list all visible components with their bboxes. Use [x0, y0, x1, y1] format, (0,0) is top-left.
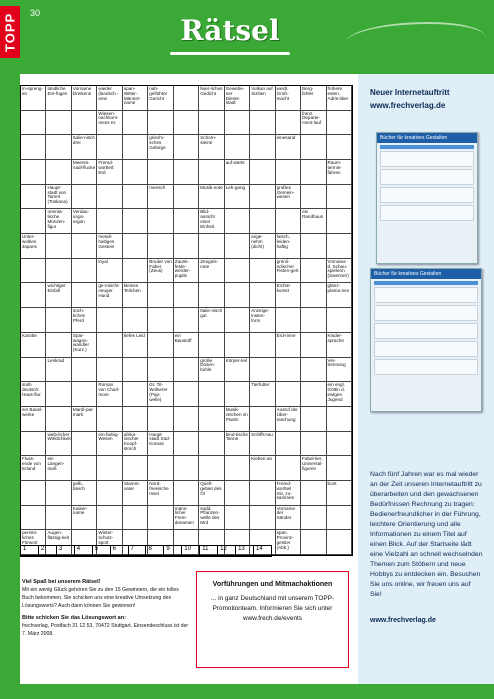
crossword-cell	[225, 234, 250, 259]
crossword-cell	[276, 111, 301, 136]
crossword-cell	[21, 209, 46, 234]
crossword-cell	[327, 530, 352, 555]
crossword-cell	[148, 407, 173, 432]
crossword-cell	[225, 308, 250, 333]
crossword-cell	[250, 358, 275, 383]
solution-cell[interactable]: 12	[218, 546, 236, 556]
crossword-cell: Fabel-tier, Universal-figuren	[301, 456, 326, 481]
crossword-cell: Verdau-ungs-organ	[72, 209, 97, 234]
solution-row	[20, 545, 272, 557]
crossword-cell: südt-deutsch: Haus-flur	[21, 382, 46, 407]
crossword-cell	[21, 283, 46, 308]
crossword-cell	[72, 456, 97, 481]
crossword-cell: Anzeige-insten-form	[250, 308, 275, 333]
crossword-cell	[301, 333, 326, 358]
crossword-cell	[301, 506, 326, 531]
crossword-cell	[250, 209, 275, 234]
promo-box	[196, 571, 349, 668]
crossword-cell: Fluss-ende von Erland	[21, 456, 46, 481]
crossword-cell	[225, 259, 250, 284]
crossword-cell: glänz-plama-nen	[327, 283, 352, 308]
crossword-cell: Italie-nisch gut	[199, 308, 224, 333]
crossword-cell	[148, 111, 173, 136]
crossword-cell: griechi-sches Gebirge	[148, 135, 173, 160]
crossword-cell	[250, 407, 275, 432]
crossword-cell	[46, 234, 71, 259]
crossword-cell	[250, 259, 275, 284]
crossword-cell	[174, 185, 199, 210]
crossword-cell: loyal	[97, 259, 122, 284]
page-title: Rätsel	[180, 14, 280, 47]
crossword-cell: span-Witter-Männer-name	[123, 86, 148, 111]
crossword-cell	[46, 308, 71, 333]
page-number: 30	[30, 8, 41, 18]
crossword-cell: tiefes Leid	[123, 333, 148, 358]
crossword-cell: Lenkrad	[46, 358, 71, 383]
crossword-cell: bunt	[327, 481, 352, 506]
crossword-cell: weib-licher Wirklichkeit	[46, 432, 71, 457]
crossword-cell: bind-tische Tanne	[225, 432, 250, 457]
crossword-cell	[276, 308, 301, 333]
crossword-cell	[301, 432, 326, 457]
crossword-cell	[174, 382, 199, 407]
crossword-cell	[46, 382, 71, 407]
sidebar-title	[370, 86, 490, 112]
solution-cell[interactable]: 1	[21, 546, 39, 556]
screenshot-header: Bücher für kreatives Gestalten	[371, 269, 481, 279]
crossword-cell	[21, 358, 46, 383]
crossword-cell: große Dosen-bohle	[199, 358, 224, 383]
crossword-cell	[225, 209, 250, 234]
side-band	[0, 0, 20, 699]
solution-cell[interactable]: 11	[200, 546, 218, 556]
solution-cell[interactable]: 10	[182, 546, 200, 556]
crossword-cell	[21, 111, 46, 136]
crossword-cell: ländliche Ent-fügen	[46, 86, 71, 111]
crossword-grid	[20, 85, 353, 556]
crossword-cell	[148, 456, 173, 481]
crossword-cell	[225, 283, 250, 308]
crossword-cell	[199, 407, 224, 432]
crossword-cell	[72, 358, 97, 383]
crossword-cell: persön-liches Fürwort	[21, 530, 46, 555]
crossword-cell	[123, 308, 148, 333]
crossword-cell: Ver-trennung	[327, 358, 352, 383]
crossword-cell: Bruder von Faber (Zeus)	[148, 259, 173, 284]
crossword-cell	[199, 234, 224, 259]
crossword-cell	[46, 333, 71, 358]
crossword-cell	[174, 283, 199, 308]
crossword-cell	[250, 333, 275, 358]
crossword-cell	[148, 308, 173, 333]
crossword-cell: Musik-note	[199, 185, 224, 210]
crossword-cell: span. Provinz-gestier (Abk.)	[276, 530, 301, 555]
crossword-cell: Raum-termin-fahren	[327, 160, 352, 185]
crossword-cell: Vorname Dreikens	[72, 86, 97, 111]
website-screenshot-2	[370, 268, 482, 412]
solution-cell[interactable]: 6	[111, 546, 129, 556]
sidebar-body: Nach fünf Jahren war es mal wieder an der Zeit unseren Internetauftritt zu überarbeiten und den gewachsenen Bedürfnissen Rechnung zu tragen: Bedienerfreundlicher in der Führung, leichtere Orientierung und alle Informationen zu einem Titel auf einen Blick. Auf der Startseite lädt eine Vielzahl an schnell wechselnden Themen zum Stöbern und neue Hobbys zu entdecken ein. Besuchen Sie uns online, wir freuen uns auf Sie!	[370, 471, 483, 598]
crossword-cell	[123, 234, 148, 259]
crossword-cell: gelb, bleich	[72, 481, 97, 506]
crossword-cell	[301, 185, 326, 210]
crossword-cell	[123, 506, 148, 531]
crossword-cell: Roman von Charl-more	[97, 382, 122, 407]
crossword-cell: Augen-flüssig-keit	[46, 530, 71, 555]
crossword-cell: ein engl. Göttin d. ewigen Jugend	[327, 382, 352, 407]
crossword-cell	[123, 382, 148, 407]
crossword-cell	[123, 456, 148, 481]
crossword-cell: Haupt-stadt von Tarent (Toskana)	[46, 185, 71, 210]
crossword-cell: Ausruf der Über-raschung	[276, 407, 301, 432]
crossword-cell	[21, 160, 46, 185]
crossword-cell	[148, 506, 173, 531]
crossword-cell	[72, 382, 97, 407]
crossword-cell	[46, 259, 71, 284]
crossword-cell: einesand	[276, 135, 301, 160]
crossword-cell: nah-geflöhter Gericht	[148, 86, 173, 111]
solution-cell[interactable]: 2	[39, 546, 57, 556]
crossword-cell: frühere esten. Adris-tiker	[327, 86, 352, 111]
crossword-cell	[225, 456, 250, 481]
crossword-cell	[123, 111, 148, 136]
crossword-cell	[97, 407, 122, 432]
crossword-cell	[174, 86, 199, 111]
crossword-cell	[276, 358, 301, 383]
crossword-cell: In-spreng-en	[21, 86, 46, 111]
crossword-cell	[174, 209, 199, 234]
crossword-cell: Stamm-vater	[123, 481, 148, 506]
crossword-cell: Bild-ansicht einer Einheit	[199, 209, 224, 234]
crossword-cell	[301, 308, 326, 333]
crossword-cell	[199, 333, 224, 358]
crossword-cell	[97, 358, 122, 383]
crossword-cell: wieder (landsch.-eine	[97, 86, 122, 111]
crossword-cell	[46, 407, 71, 432]
crossword-cell	[301, 382, 326, 407]
crossword-cell: Musik-zeichen im Psalm	[225, 407, 250, 432]
sidebar-title-line-1: Neuer Internetauftritt	[370, 88, 450, 97]
crossword-cell	[72, 432, 97, 457]
crossword-cell: Fremd-wortteil mit, zu-sammen	[276, 481, 301, 506]
crossword-cell	[148, 358, 173, 383]
solution-cell[interactable]: 4	[75, 546, 93, 556]
crossword-cell	[225, 111, 250, 136]
crossword-cell	[148, 333, 173, 358]
crossword-cell: Kieben-an	[250, 456, 275, 481]
crossword-cell: Vorname der Sänder	[276, 506, 301, 531]
crossword-cell	[97, 209, 122, 234]
crossword-cell: ein Bausl-werke	[21, 407, 46, 432]
crossword-cell: Eichte-kumst	[276, 283, 301, 308]
crossword-cell	[301, 160, 326, 185]
crossword-cell	[97, 506, 122, 531]
crossword-cell: Nord-friesische Insel	[148, 481, 173, 506]
crossword-cell	[72, 185, 97, 210]
crossword-cell	[97, 456, 122, 481]
crossword-cell	[301, 283, 326, 308]
crossword-cell	[97, 135, 122, 160]
crossword-cell: Wiesen-nachkom-mens Kr.	[97, 111, 122, 136]
crossword-cell: Vulkan auf Sizilien	[250, 86, 275, 111]
promo-title: Vorführungen und Mitmachaktionen	[212, 581, 333, 588]
crossword-cell	[250, 135, 275, 160]
crossword-cell	[301, 234, 326, 259]
crossword-cell	[174, 432, 199, 457]
crossword-cell: Fremd-wortteil: Erd	[97, 160, 122, 185]
crossword-cell	[225, 333, 250, 358]
crossword-cell	[46, 506, 71, 531]
crossword-cell	[199, 283, 224, 308]
crossword-cell: ein-farbig-Wesen	[97, 432, 122, 457]
crossword-cell: Vorname d. Schau-spielerin (Swenner)	[327, 259, 352, 284]
crossword-cell	[21, 308, 46, 333]
crossword-cell	[250, 481, 275, 506]
crossword-cell: Körper-teil	[225, 358, 250, 383]
crossword-cell: feier-liches Gedicht	[199, 86, 224, 111]
crossword-cell	[327, 234, 352, 259]
crossword-cell	[21, 185, 46, 210]
crossword-cell: Gr. Tit-Wolkerer (Pap-welle)	[148, 382, 173, 407]
crossword-cell	[199, 111, 224, 136]
crossword-cell: Schorn-steine	[199, 135, 224, 160]
crossword-cell: Leh-gang	[225, 185, 250, 210]
crossword-cell: Italie-nisch drei	[72, 135, 97, 160]
crossword-cell	[250, 185, 275, 210]
crossword-cell	[327, 111, 352, 136]
crossword-cell: Mardi-par-mark	[72, 407, 97, 432]
crossword-cell: grönli-ndischer Fisten-gert	[276, 259, 301, 284]
crossword-cell	[148, 234, 173, 259]
crossword-cell	[199, 456, 224, 481]
crossword-cell: Gewebe-ner Dieser-stadt	[225, 86, 250, 111]
solution-cell[interactable]: 3	[57, 546, 75, 556]
crossword-cell	[199, 432, 224, 457]
crossword-cell: Meeres-nadl-flucke	[72, 160, 97, 185]
crossword-cell	[301, 135, 326, 160]
crossword-cell	[174, 111, 199, 136]
crossword-cell	[123, 358, 148, 383]
crossword-cell: Kinder-sprache	[327, 333, 352, 358]
sidebar-url-link[interactable]: www.frechverlag.de	[370, 617, 436, 624]
crossword-cell	[174, 358, 199, 383]
crossword-cell	[123, 407, 148, 432]
crossword-cell	[148, 160, 173, 185]
crossword-cell	[97, 308, 122, 333]
crossword-cell: auf-wärts	[225, 160, 250, 185]
crossword-cell: ein Baustoff	[174, 333, 199, 358]
promo-url-link[interactable]: www.frech.de/events	[243, 615, 302, 622]
solution-cell[interactable]: 9	[164, 546, 182, 556]
crossword-cell	[123, 185, 148, 210]
crossword-cell: süch-tiches Pferd	[72, 308, 97, 333]
solution-cell[interactable]: 13	[236, 546, 254, 556]
topp-logo: TOPP	[0, 6, 20, 58]
crossword-cell	[250, 506, 275, 531]
crossword-cell: orienta-lische Münzen-figur	[46, 209, 71, 234]
crossword-cell	[301, 259, 326, 284]
address-text: frechverlag, Postfach 31 12 53, 70472 Stuttgart. Einsendeschluss ist der 7. März 2008.	[22, 623, 189, 637]
crossword-cell	[97, 185, 122, 210]
crossword-cell	[123, 160, 148, 185]
crossword-cell	[72, 259, 97, 284]
crossword-cell	[21, 135, 46, 160]
crossword-cell	[327, 506, 352, 531]
crossword-cell	[327, 135, 352, 160]
contest-title: Viel Spaß bei unserem Rätsel!	[22, 579, 101, 585]
crossword-cell: ge-mischt-neuger Hund	[97, 283, 122, 308]
crossword-cell	[301, 407, 326, 432]
crossword-cell	[327, 209, 352, 234]
crossword-cell	[327, 185, 352, 210]
crossword-cell: Kaiser-name	[72, 506, 97, 531]
crossword-cell	[46, 111, 71, 136]
address-title: Bitte schicken Sie das Lösungswort an:	[22, 615, 126, 621]
crossword-cell	[174, 456, 199, 481]
crossword-cell	[250, 111, 275, 136]
crossword-cell	[301, 530, 326, 555]
crossword-cell: Zaunk-feste-werder-pupile	[174, 259, 199, 284]
crossword-cell	[225, 506, 250, 531]
solution-cell[interactable]: 7	[129, 546, 147, 556]
crossword-cell	[72, 283, 97, 308]
page-footer	[20, 684, 494, 699]
crossword-cell	[148, 209, 173, 234]
crossword-cell	[72, 111, 97, 136]
crossword-cell	[148, 283, 173, 308]
crossword-cell	[276, 160, 301, 185]
crossword-cell	[21, 432, 46, 457]
crossword-cell: wichtiger Einfall	[46, 283, 71, 308]
crossword-cell: Erd-rinne	[276, 333, 301, 358]
title-underline	[170, 52, 290, 55]
crossword-cell	[276, 382, 301, 407]
crossword-cell: Berg-fehler	[301, 86, 326, 111]
crossword-cell	[21, 506, 46, 531]
crossword-cell: südd. Pflanzen-welle des Mrd	[199, 506, 224, 531]
crossword-cell	[72, 234, 97, 259]
crossword-cell	[174, 481, 199, 506]
crossword-cell	[250, 160, 275, 185]
crossword-cell: Quell-gebiet des Öl	[199, 481, 224, 506]
crossword-cell	[21, 481, 46, 506]
crossword-cell: metall-haltiges Gestein	[97, 234, 122, 259]
crossword-cell	[276, 432, 301, 457]
crossword-cell	[97, 481, 122, 506]
crossword-cell: falsch, leiden-haftig	[276, 234, 301, 259]
crossword-cell	[97, 333, 122, 358]
crossword-cell: ein Randhaus	[301, 209, 326, 234]
crossword-cell	[301, 358, 326, 383]
solution-cell[interactable]: 14	[255, 546, 263, 552]
crossword-cell	[174, 160, 199, 185]
crossword-cell	[46, 481, 71, 506]
crossword-cell: afrika-nischer Knopf-storch	[123, 432, 148, 457]
crossword-cell	[123, 209, 148, 234]
crossword-cell: großes Gemein-wesen	[276, 185, 301, 210]
crossword-cell: männ-licher Frem-denamen	[174, 506, 199, 531]
crossword-cell	[199, 160, 224, 185]
crossword-cell	[174, 407, 199, 432]
crossword-cell	[327, 308, 352, 333]
crossword-cell	[123, 259, 148, 284]
crossword-cell	[46, 135, 71, 160]
crossword-cell	[174, 135, 199, 160]
crossword-cell	[199, 382, 224, 407]
crossword-cell	[174, 234, 199, 259]
crossword-cell: mensch	[148, 185, 173, 210]
crossword-cell	[327, 407, 352, 432]
solution-cell[interactable]: 8	[146, 546, 164, 556]
crossword-cell	[276, 456, 301, 481]
crossword-cell: franz. Departe-ment-lauf	[301, 111, 326, 136]
crossword-cell	[301, 481, 326, 506]
crossword-cell	[123, 135, 148, 160]
crossword-cell: kleines Teilchen	[123, 283, 148, 308]
crossword-cell	[276, 209, 301, 234]
promo-body: ... in ganz Deutschland mit unserem TOPP-Promotionteam. Informieren Sie sich unter	[210, 595, 335, 612]
crossword-cell: ein Längen-maß	[46, 456, 71, 481]
crossword-cell	[225, 481, 250, 506]
crossword-cell	[174, 308, 199, 333]
crossword-cell	[225, 135, 250, 160]
solution-cell[interactable]: 5	[93, 546, 111, 556]
crossword-cell: Schiffs-tau	[250, 432, 275, 457]
crossword-cell	[327, 432, 352, 457]
crossword-cell	[327, 456, 352, 481]
crossword-cell: Winter-schutz-sport	[97, 530, 122, 555]
crossword-cell: ange-nehm (dicht)	[250, 234, 275, 259]
crossword-cell: Spar-wagen-wandler (Kurz.)	[72, 333, 97, 358]
crossword-cell: Tierfutter	[250, 382, 275, 407]
crossword-cell: Karotte	[21, 333, 46, 358]
contest-note	[22, 578, 192, 638]
sidebar-title-line-2: www.frechverlag.de	[370, 101, 446, 110]
screenshot-header: Bücher für kreatives Gestalten	[377, 133, 477, 143]
crossword-cell	[250, 283, 275, 308]
crossword-cell: Unter-wolken Japans	[21, 234, 46, 259]
crossword-cell: Haupt-stadt Süd-Koreas	[148, 432, 173, 457]
crossword-cell: westl. Groß-macht	[276, 86, 301, 111]
contest-body: Mit ein wenig Glück gehören Sie zu den 15 Gewinnern, die ein tolles Buch bekommen. Sie schicken uns eine kreative Umsetzung des Lösungsworts? Auch dann können Sie gewinnen!	[22, 587, 179, 609]
website-screenshot-1	[376, 132, 478, 264]
crossword-cell	[225, 382, 250, 407]
crossword-cell: Zeugnis-note	[199, 259, 224, 284]
crossword-cell	[21, 259, 46, 284]
crossword-cell	[46, 160, 71, 185]
